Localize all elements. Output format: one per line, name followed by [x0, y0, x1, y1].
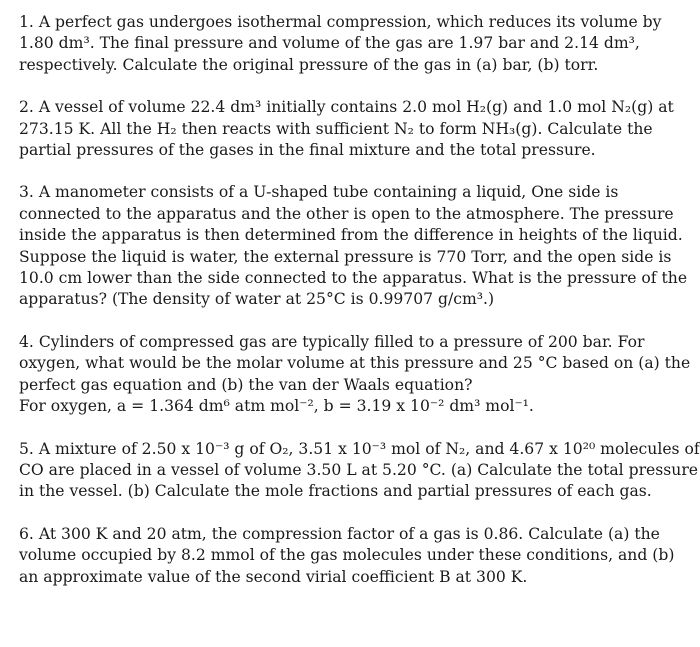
problem-line: an approximate value of the second virial coefficient B at 300 K.: [19, 567, 528, 586]
problem-line: perfect gas equation and (b) the van der Waals equation?: [19, 375, 473, 394]
problem-line: 5. A mixture of 2.50 x 10⁻³ g of O₂, 3.51 x 10⁻³ mol of N₂, and 4.67 x 10²⁰ molecules of: [19, 439, 700, 458]
problem-6: [19, 524, 692, 588]
problem-line: partial pressures of the gases in the final mixture and the total pressure.: [19, 141, 596, 160]
problem-line: For oxygen, a = 1.364 dm⁶ atm mol⁻², b = 3.19 x 10⁻² dm³ mol⁻¹.: [19, 397, 534, 416]
problem-1: [19, 12, 692, 76]
problem-line: 10.0 cm lower than the side connected to the apparatus. What is the pressure of the: [19, 269, 688, 288]
problem-line: inside the apparatus is then determined from the difference in heights of the liquid.: [19, 226, 683, 245]
problem-line: CO are placed in a vessel of volume 3.50 L at 5.20 °C. (a) Calculate the total pressure: [19, 460, 699, 479]
problem-4: [19, 332, 692, 418]
problem-3: [19, 182, 692, 310]
problem-line: in the vessel. (b) Calculate the mole fractions and partial pressures of each gas.: [19, 482, 652, 501]
problem-line: 4. Cylinders of compressed gas are typically filled to a pressure of 200 bar. For: [19, 332, 645, 351]
problem-line: respectively. Calculate the original pressure of the gas in (a) bar, (b) torr.: [19, 55, 599, 74]
problem-line: 1.80 dm³. The final pressure and volume of the gas are 1.97 bar and 2.14 dm³,: [19, 34, 640, 53]
problem-line: 3. A manometer consists of a U-shaped tube containing a liquid, One side is: [19, 183, 619, 202]
problem-line: 273.15 K. All the H₂ then reacts with sufficient N₂ to form NH₃(g). Calculate the: [19, 119, 653, 138]
problem-line: volume occupied by 8.2 mmol of the gas molecules under these conditions, and (b): [19, 546, 675, 565]
problem-line: connected to the apparatus and the other is open to the atmosphere. The pressure: [19, 204, 674, 223]
problem-2: [19, 97, 692, 161]
problem-line: 1. A perfect gas undergoes isothermal compression, which reduces its volume by: [19, 13, 662, 31]
problem-line: 2. A vessel of volume 22.4 dm³ initially contains 2.0 mol H₂(g) and 1.0 mol N₂(g) at: [19, 98, 674, 117]
problem-line: apparatus? (The density of water at 25°C is 0.99707 g/cm³.): [19, 290, 495, 309]
problem-line: 6. At 300 K and 20 atm, the compression factor of a gas is 0.86. Calculate (a) the: [19, 524, 660, 543]
problem-line: oxygen, what would be the molar volume at this pressure and 25 °C based on (a) the: [19, 354, 691, 373]
problem-line: Suppose the liquid is water, the external pressure is 770 Torr, and the open side is: [19, 247, 672, 266]
problem-5: [19, 439, 700, 503]
